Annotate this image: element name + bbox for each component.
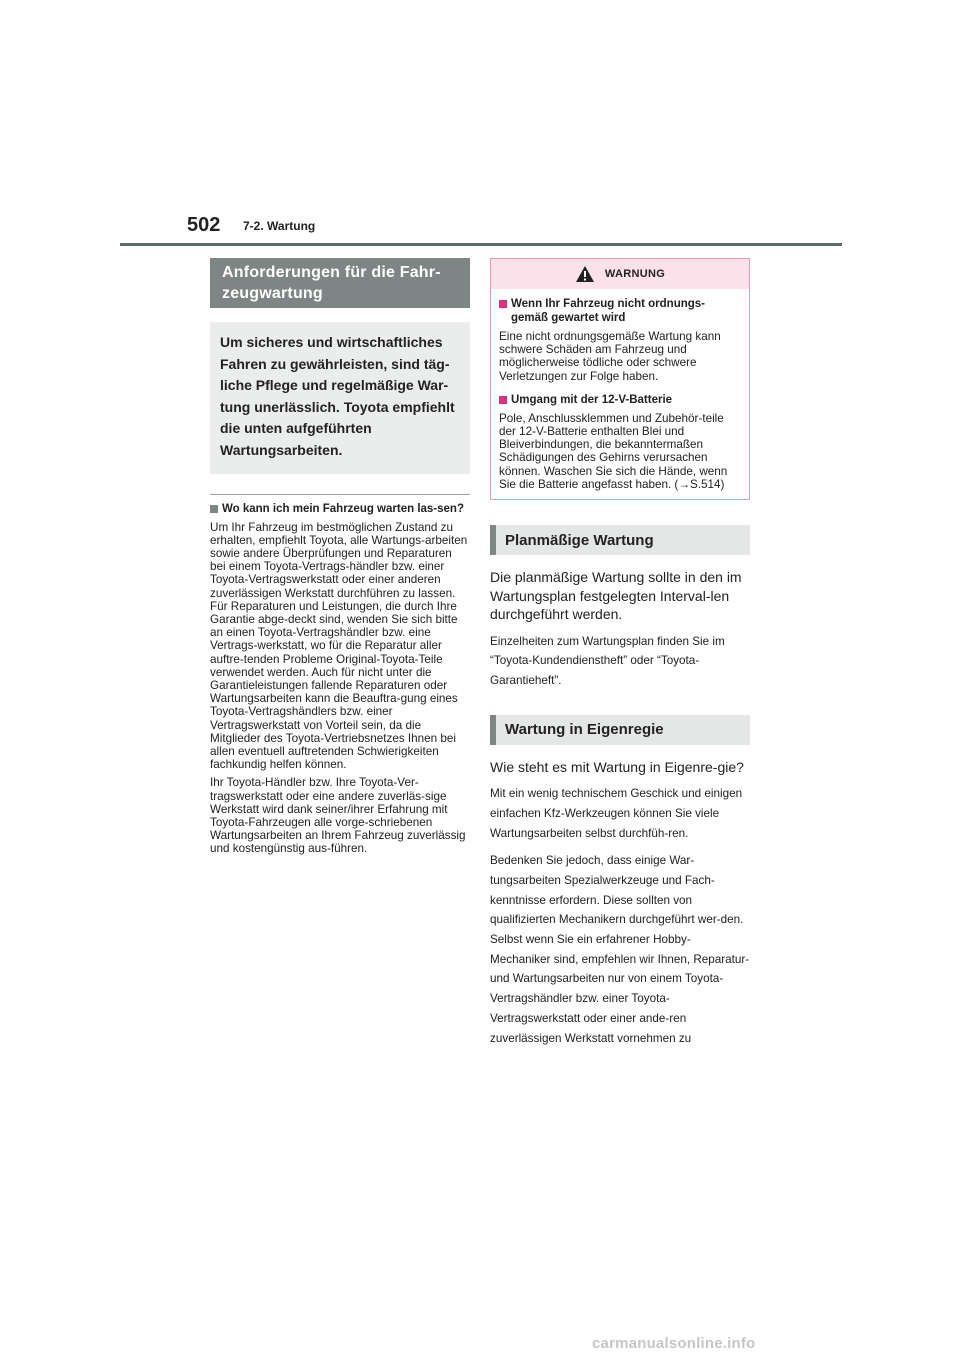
square-bullet-icon xyxy=(499,396,507,404)
diy-lead: Wie steht es mit Wartung in Eigenre-gie? xyxy=(490,758,744,775)
scheduled-text: Einzelheiten zum Wartungsplan finden Sie im “Toyota-Kundendienstheft” oder “Toyota-Garantieheft”. xyxy=(490,634,725,687)
diy-paragraph-2: Bedenken Sie jedoch, dass einige War-tungsarbeiten Spezialwerkzeuge und Fach-kenntnisse erfordern. Diese sollten von qualifizierten Mechanikern durchgeführt wer-den. Selbst wenn Sie ein erfahrener Hobby-Mechaniker sind, empfehlen wir Ihnen, Reparatur- und Wartungsarbeiten nur von einem Toyota-Vertragshändler bzw. einer Toyota-Vertragswerkstatt oder einer ande-ren zuverlässigen Werkstatt vornehmen zu xyxy=(490,854,750,1045)
faq-heading-text: Wo kann ich mein Fahrzeug warten las-sen? xyxy=(222,502,464,515)
warning-item-2-text: Pole, Anschlussklemmen und Zubehör-teile der 12-V-Batterie enthalten Blei und Bleiverbindungen, die bekanntermaßen Schädigungen des Gehirns verursachen können. Waschen Sie sich die Hände, wenn Sie die Batterie angefasst haben. (→S.514) xyxy=(499,411,728,491)
section-title-scheduled: Planmäßige Wartung xyxy=(490,525,750,555)
header-divider xyxy=(120,243,842,246)
watermark: carmanualsonline.info xyxy=(592,1335,756,1352)
warning-label: WARNUNG xyxy=(604,268,666,280)
divider xyxy=(210,494,470,495)
warning-body xyxy=(491,289,749,499)
square-bullet-icon xyxy=(499,300,507,308)
warning-item-1-title-text: Wenn Ihr Fahrzeug nicht ordnungs-gemäß gewartet wird xyxy=(511,298,706,324)
page-number: 502 xyxy=(187,214,221,236)
faq-paragraph-1: Um Ihr Fahrzeug im bestmöglichen Zustand zu erhalten, empfiehlt Toyota, alle Wartungs-arbeiten sowie andere Überprüfungen und Reparaturen bei einem Toyota-Vertrags-händler bzw. einer Toyota-Vertragswerkstatt oder einer anderen zuverlässigen Werkstatt durchführen zu lassen. Für Reparaturen und Leistungen, die durch Ihre Garantie abge-deckt sind, wenden Sie sich bitte an einen Toyota-Vertragshändler bzw. eine Vertrags-werkstatt, wo für die Reparatur aller auftre-tenden Probleme Original-Toyota-Teile verwendet werden. Auch für nicht unter die Garantieleistungen fallende Reparaturen oder Wartungsarbeiten kann die Beauftra-gung eines Toyota-Vertragshändlers bzw. einer Vertragswerkstatt von Vorteil sein, da die Mitglieder des Toyota-Vertriebsnetzes Ihnen bei allen eventuell auftretenden Schwierigkeiten fachkundig helfen können. xyxy=(210,520,468,772)
warning-item-2-title xyxy=(499,393,741,407)
chapter-header: 7-2. Wartung xyxy=(243,219,316,233)
section-title-requirements: Anforderungen für die Fahr-zeugwartung xyxy=(210,258,470,308)
faq-paragraph-2: Ihr Toyota-Händler bzw. Ihre Toyota-Ver-tragswerkstatt oder eine andere zuverläs-sige Werkstatt wird dank seiner/ihrer Erfahrung mit Toyota-Fahrzeugen alle vorge-schriebenen Wartungsarbeiten an Ihrem Fahrzeug zuverlässig und kostengünstig aus-führen. xyxy=(210,776,466,856)
faq-heading xyxy=(210,502,470,516)
warning-item-2-title-text: Umgang mit der 12-V-Batterie xyxy=(511,393,673,406)
warning-box xyxy=(490,258,750,500)
right-column xyxy=(490,258,750,1048)
warning-header xyxy=(491,259,749,289)
scheduled-lead: Die planmäßige Wartung sollte in den im Wartungsplan festgelegten Interval-len durchgeführt werden. xyxy=(490,569,742,623)
warning-item-1-text: Eine nicht ordnungsgemäße Wartung kann schwere Schäden am Fahrzeug und möglicherweise tödliche oder schwere Verletzungen zur Folge haben. xyxy=(499,330,721,383)
warning-item-1-title xyxy=(499,297,741,325)
square-bullet-icon xyxy=(210,505,218,513)
section-title-diy: Wartung in Eigenregie xyxy=(490,715,750,745)
left-column xyxy=(210,258,470,856)
warning-triangle-icon xyxy=(575,265,595,283)
diy-paragraph-1: Mit ein wenig technischem Geschick und einigen einfachen Kfz-Werkzeugen können Sie viele Wartungsarbeiten selbst durchfüh-ren. xyxy=(490,787,743,840)
intro-box: Um sicheres und wirtschaftliches Fahren zu gewährleisten, sind täg-liche Pflege und regelmäßige War-tung unerlässlich. Toyota empfiehlt die unten aufgeführten Wartungsarbeiten. xyxy=(210,322,470,474)
